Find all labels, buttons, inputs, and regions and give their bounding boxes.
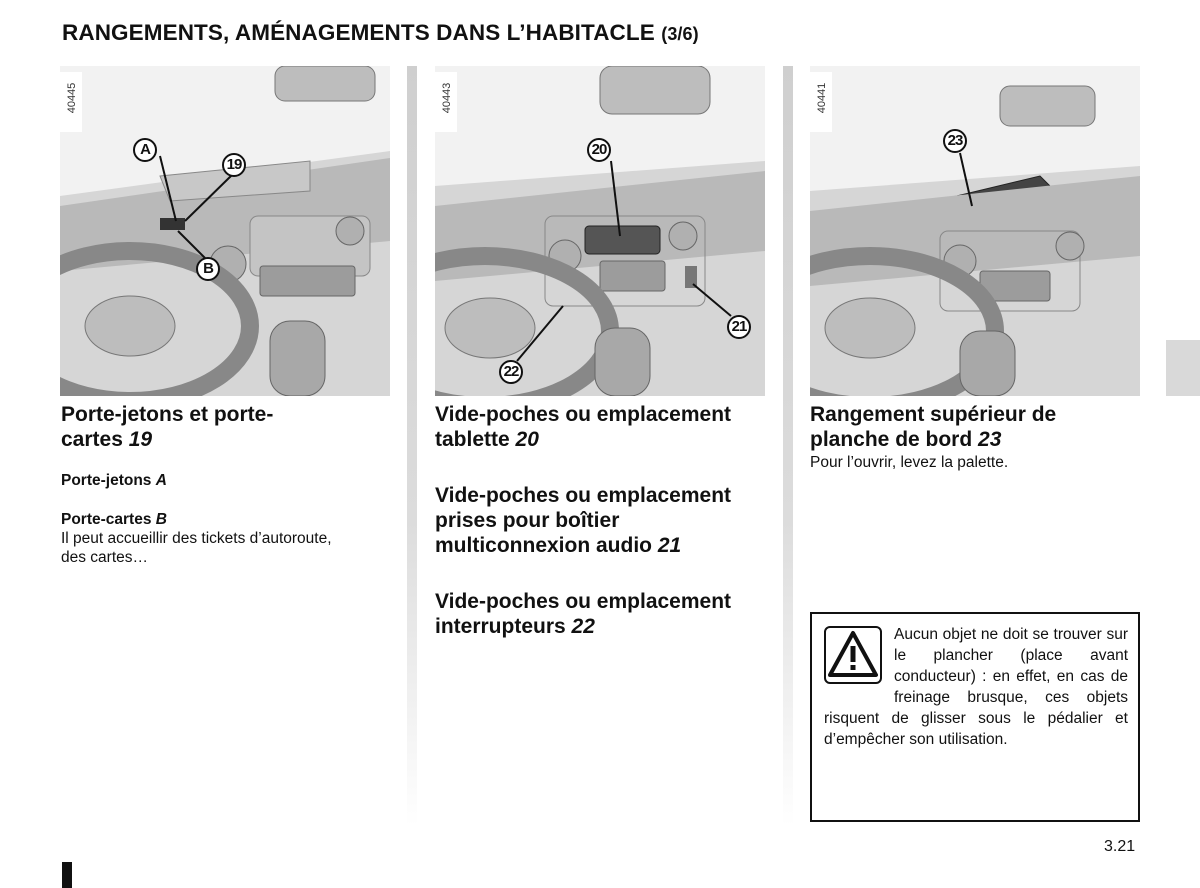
col1-heading: Porte-jetons et porte- cartes 19 [61, 403, 274, 451]
callout-19: 19 [222, 153, 246, 177]
callout-22: 22 [499, 360, 523, 384]
page-title-text: RANGEMENTS, AMÉNAGEMENTS DANS L’HABITACLE [62, 20, 655, 45]
column-separator-2 [783, 66, 793, 826]
figure-1-number: 40445 [60, 72, 82, 132]
column-separator-1 [407, 66, 417, 826]
col2-heading-1: Vide-poches ou emplacement tablette 20 [435, 403, 732, 451]
col2-heading-2: Vide-poches ou emplacement prises pour boîtier multiconnexion audio 21 [435, 484, 732, 557]
col1-item-a: Porte-jetons A [61, 472, 167, 489]
callout-21: 21 [727, 315, 751, 339]
chapter-tab [1166, 340, 1200, 396]
figure-2-dashboard-photo [435, 66, 765, 396]
callout-23: 23 [943, 129, 967, 153]
page-title [62, 20, 699, 46]
warning-box [810, 612, 1140, 822]
dashboard-illustration-2 [435, 66, 765, 396]
page-number: 3.21 [1104, 838, 1136, 855]
page-part: (3/6) [661, 24, 699, 44]
col3-heading: Rangement supérieur de planche de bord 23 [810, 403, 1057, 451]
figure-3-dashboard-photo [810, 66, 1140, 396]
figure-1-dashboard-photo [60, 66, 390, 396]
figure-2-number: 40443 [435, 72, 457, 132]
col1-item-b: Porte-cartes B Il peut accueillir des tickets d’autoroute, des cartes… [61, 511, 332, 566]
dashboard-illustration-3 [810, 66, 1140, 396]
figure-3-number: 40441 [810, 72, 832, 132]
col3-text: Pour l’ouvrir, levez la palette. [810, 454, 1009, 471]
warning-text: Aucun objet ne doit se trouver sur le plancher (place avant conducteur) : en effet, en cas de freinage brusque, ces objets risquent de glisser sous le pédalier et d’empêcher son utilisation. [824, 626, 1128, 748]
callout-a: A [133, 138, 157, 162]
col2-heading-3: Vide-poches ou emplacement interrupteurs 22 [435, 590, 732, 638]
page-marker [62, 862, 72, 888]
callout-20: 20 [587, 138, 611, 162]
callout-b: B [196, 257, 220, 281]
dashboard-illustration-1 [60, 66, 390, 396]
